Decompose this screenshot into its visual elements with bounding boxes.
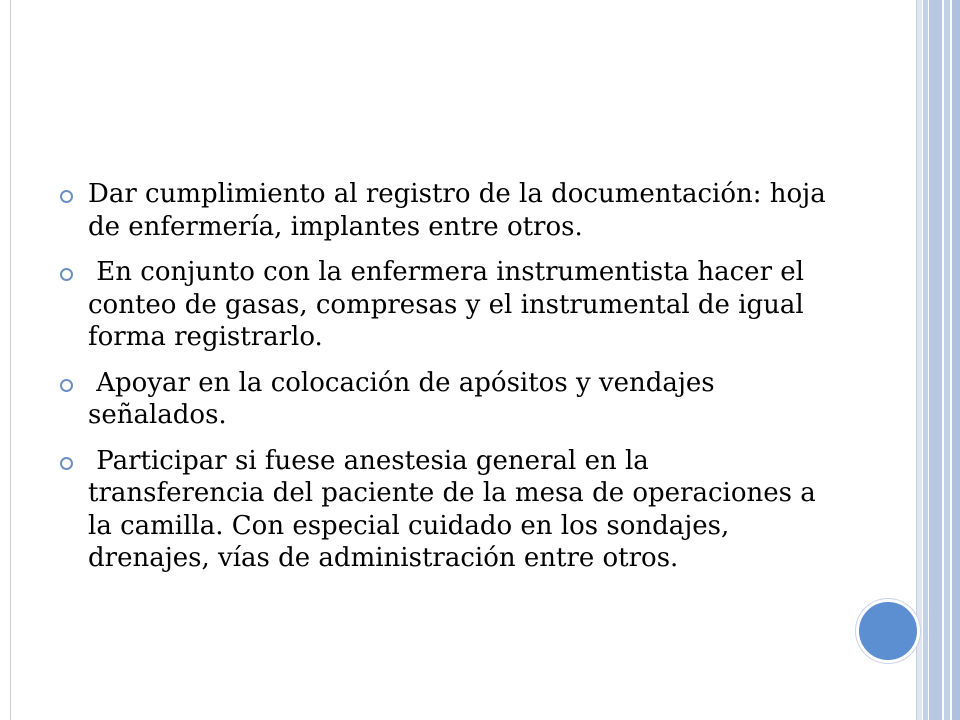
stripe: [929, 0, 942, 720]
bullet-item: [60, 367, 830, 432]
bullet-item: [60, 178, 834, 243]
bullet-list: [60, 178, 834, 575]
bullet-text: Dar cumplimiento al registro de la documentación: hoja de enfermería, implantes entre otros.: [88, 179, 834, 242]
bullet-circle-icon: [60, 379, 73, 392]
bullet-item: [60, 256, 830, 354]
stripe: [952, 0, 960, 720]
bullet-item: [60, 445, 830, 575]
bullet-text: Apoyar en la colocación de apósitos y vendajes señalados.: [88, 367, 723, 430]
decorative-circle: [856, 599, 920, 663]
bullet-circle-icon: [60, 457, 73, 470]
stripe: [944, 0, 950, 720]
bullet-text: Participar si fuese anestesia general en la transferencia del paciente de la mesa de operaciones a la camilla. Con especial cuidado en los sondajes, drenajes, vías de administración entre otros.: [88, 445, 825, 573]
stripe: [917, 0, 922, 720]
slide-content: [60, 178, 834, 588]
bullet-circle-icon: [60, 190, 73, 203]
decorative-stripes: [917, 0, 960, 720]
stripe: [923, 0, 928, 720]
bullet-circle-icon: [60, 268, 73, 281]
bullet-text: En conjunto con la enfermera instrumentista hacer el conteo de gasas, compresas y el instrumental de igual forma registrarlo.: [88, 257, 813, 352]
